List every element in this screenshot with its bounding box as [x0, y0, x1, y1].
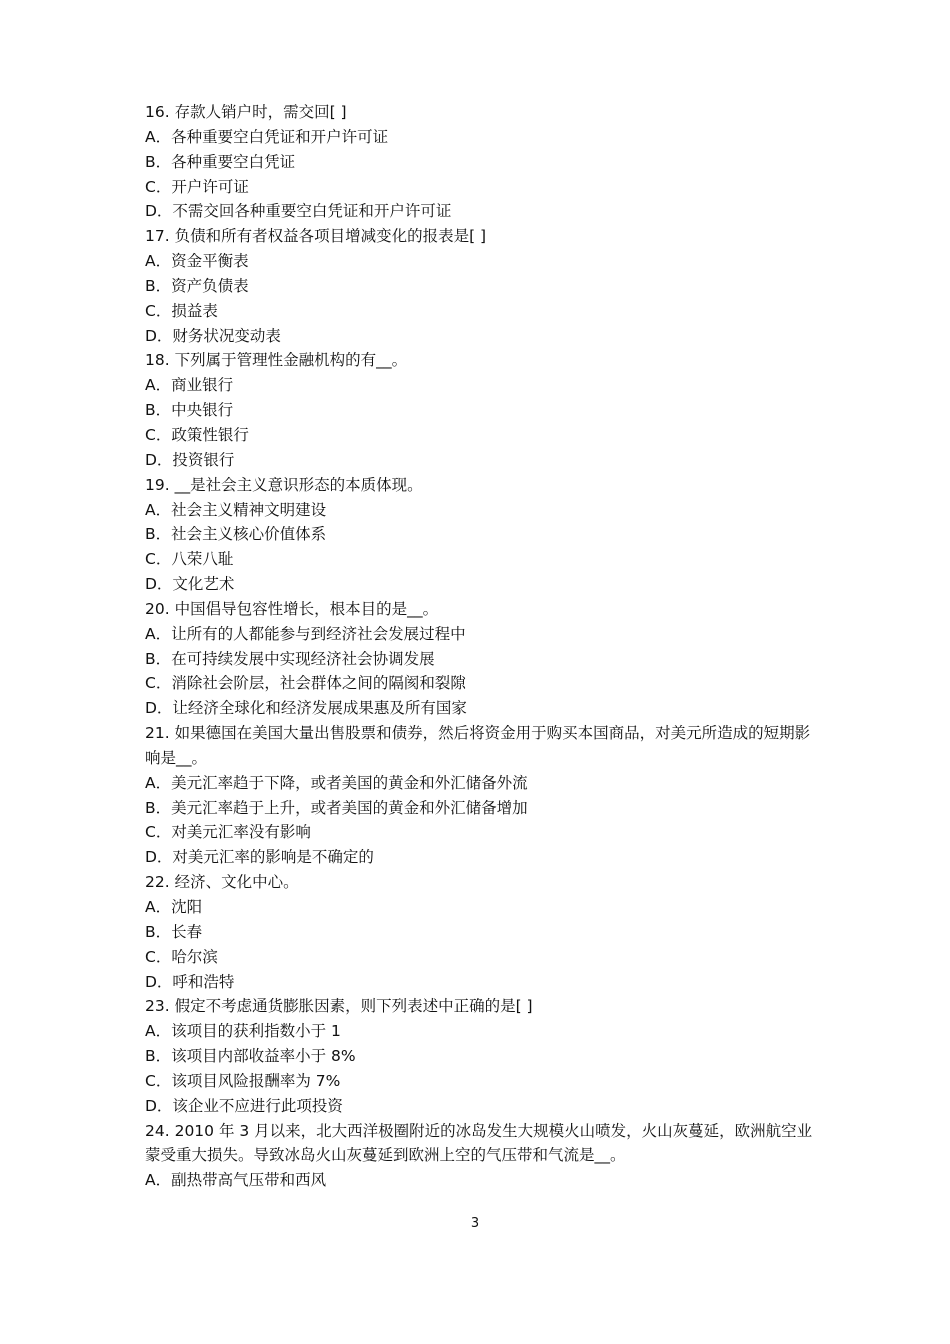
- option-18d: D．投资银行: [145, 450, 235, 469]
- option-19c: C．八荣八耻: [145, 550, 234, 569]
- question-24: 24. 2010 年 3 月以来，北大西洋极圈附近的冰岛发生大规模火山喷发，火山灰蔓延，欧洲航空业蒙受重大损失。导致冰岛火山灰蔓延到欧洲上空的气压带和气流是__。: [145, 1121, 813, 1165]
- option-18c: C．政策性银行: [145, 425, 249, 444]
- option-21c: C．对美元汇率没有影响: [145, 823, 311, 842]
- option-22a: A．沈阳: [145, 898, 203, 916]
- option-23b: B．该项目内部收益率小于 8%: [145, 1047, 356, 1066]
- option-20a: A．让所有的人都能参与到经济社会发展过程中: [145, 624, 466, 643]
- option-17a: A．资金平衡表: [145, 252, 249, 271]
- document-body: [145, 100, 825, 1193]
- option-20b: B．在可持续发展中实现经济社会协调发展: [145, 649, 435, 668]
- option-19b: B．社会主义核心价值体系: [145, 525, 327, 544]
- option-24a: A．副热带高气压带和西风: [145, 1171, 327, 1190]
- question-22: 22. 经济、文化中心。: [145, 873, 299, 892]
- option-18b: B．中央银行: [145, 401, 234, 420]
- option-20c: C．消除社会阶层，社会群体之间的隔阂和裂隙: [145, 674, 466, 693]
- option-16c: C．开户许可证: [145, 177, 249, 196]
- option-23a: A．该项目的获利指数小于 1: [145, 1022, 341, 1041]
- question-18: 18. 下列属于管理性金融机构的有__。: [145, 351, 408, 370]
- option-22b: B．长春: [145, 922, 203, 941]
- option-23c: C．该项目风险报酬率为 7%: [145, 1071, 341, 1090]
- option-19a: A．社会主义精神文明建设: [145, 500, 327, 519]
- option-18a: A．商业银行: [145, 376, 234, 395]
- option-19d: D．文化艺术: [145, 575, 235, 594]
- question-19: 19. __是社会主义意识形态的本质体现。: [145, 475, 423, 494]
- option-22d: D．呼和浩特: [145, 972, 235, 991]
- option-16a: A．各种重要空白凭证和开户许可证: [145, 127, 389, 146]
- question-21: 21. 如果德国在美国大量出售股票和债券，然后将资金用于购买本国商品，对美元所造成的短期影响是__。: [145, 724, 811, 767]
- option-16d: D．不需交回各种重要空白凭证和开户许可证: [145, 202, 452, 221]
- question-16: 16. 存款人销户时，需交回[ ]: [145, 103, 347, 121]
- question-23: 23. 假定不考虑通货膨胀因素，则下列表述中正确的是[ ]: [145, 997, 533, 1016]
- option-21a: A．美元汇率趋于下降，或者美国的黄金和外汇储备外流: [145, 773, 528, 792]
- question-20: 20. 中国倡导包容性增长，根本目的是__。: [145, 599, 439, 618]
- question-17: 17. 负债和所有者权益各项目增减变化的报表是[ ]: [145, 227, 487, 246]
- option-23d: D．该企业不应进行此项投资: [145, 1096, 343, 1115]
- option-17b: B．资产负债表: [145, 276, 249, 295]
- option-21d: D．对美元汇率的影响是不确定的: [145, 848, 374, 867]
- option-20d: D．让经济全球化和经济发展成果惠及所有国家: [145, 699, 467, 718]
- option-17d: D．财务状况变动表: [145, 326, 281, 345]
- option-21b: B．美元汇率趋于上升，或者美国的黄金和外汇储备增加: [145, 798, 528, 817]
- option-16b: B．各种重要空白凭证: [145, 152, 296, 171]
- option-22c: C．哈尔滨: [145, 947, 218, 966]
- option-17c: C．损益表: [145, 301, 218, 320]
- page-number: 3: [470, 1216, 480, 1231]
